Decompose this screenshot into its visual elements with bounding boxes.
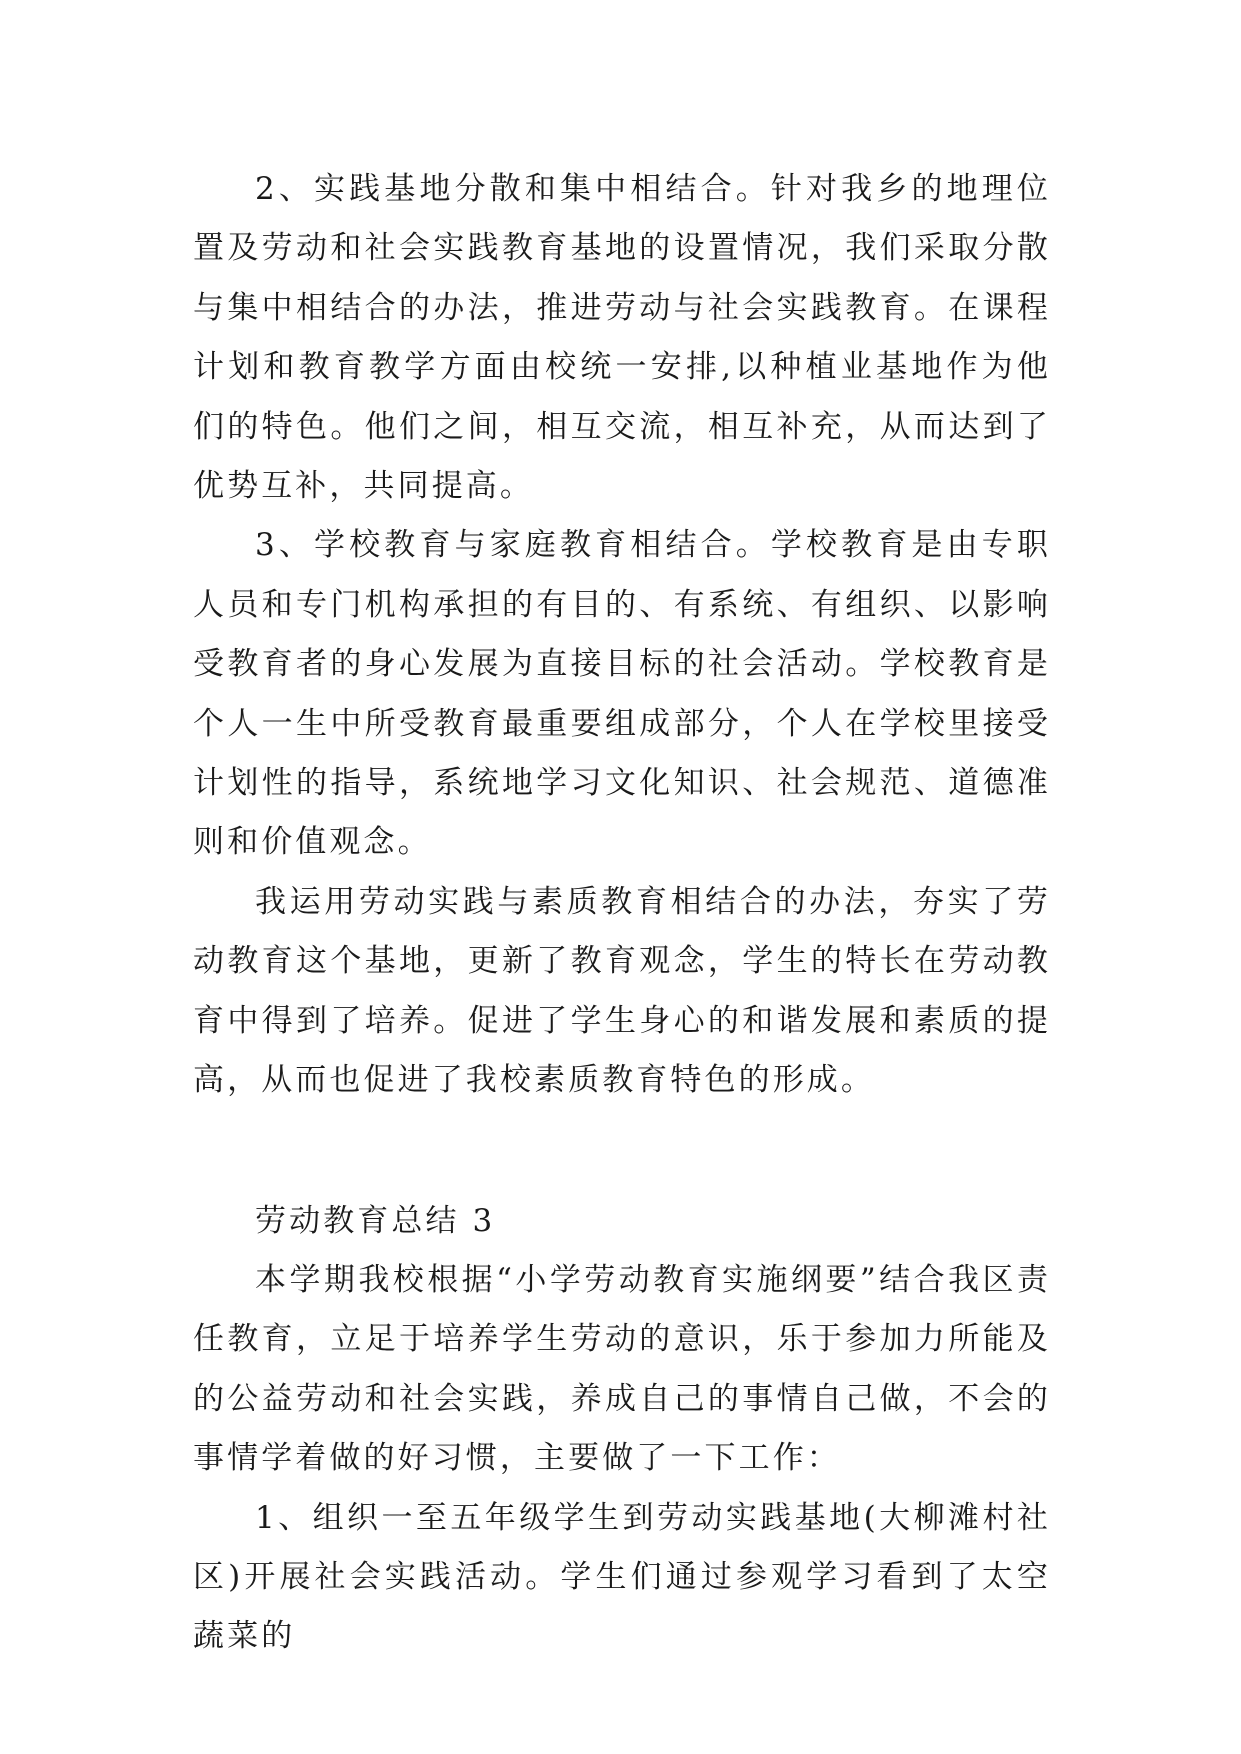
document-body: [193, 160, 1051, 1667]
paragraph-practice-bases: 2、实践基地分散和集中相结合。针对我乡的地理位置及劳动和社会实践教育基地的设置情况，我们采取分散与集中相结合的办法，推进劳动与社会实践教育。在课程计划和教育教学方面由校统一安排,以种植业基地作为他们的特色。他们之间，相互交流，相互补充，从而达到了优势互补，共同提高。: [193, 171, 1051, 505]
paragraph-intro: 本学期我校根据“小学劳动教育实施纲要”结合我区责任教育，立足于培养学生劳动的意识，乐于参加力所能及的公益劳动和社会实践，养成自己的事情自己做，不会的事情学着做的好习惯，主要做了一下工作：: [193, 1261, 1051, 1477]
section-heading: 劳动教育总结 3: [255, 1202, 496, 1239]
paragraph-school-family: 3、学校教育与家庭教育相结合。学校教育是由专职人员和专门机构承担的有目的、有系统、有组织、以影响受教育者的身心发展为直接目标的社会活动。学校教育是个人一生中所受教育最重要组成部分，个人在学校里接受计划性的指导，系统地学习文化知识、社会规范、道德准则和价值观念。: [193, 527, 1051, 861]
paragraph-item-1: 1、组织一至五年级学生到劳动实践基地(大柳滩村社区)开展社会实践活动。学生们通过参观学习看到了太空蔬菜的: [193, 1499, 1051, 1655]
paragraph-conclusion: 我运用劳动实践与素质教育相结合的办法，夯实了劳动教育这个基地，更新了教育观念，学生的特长在劳动教育中得到了培养。促进了学生身心的和谐发展和素质的提高，从而也促进了我校素质教育特色的形成。: [193, 883, 1051, 1099]
